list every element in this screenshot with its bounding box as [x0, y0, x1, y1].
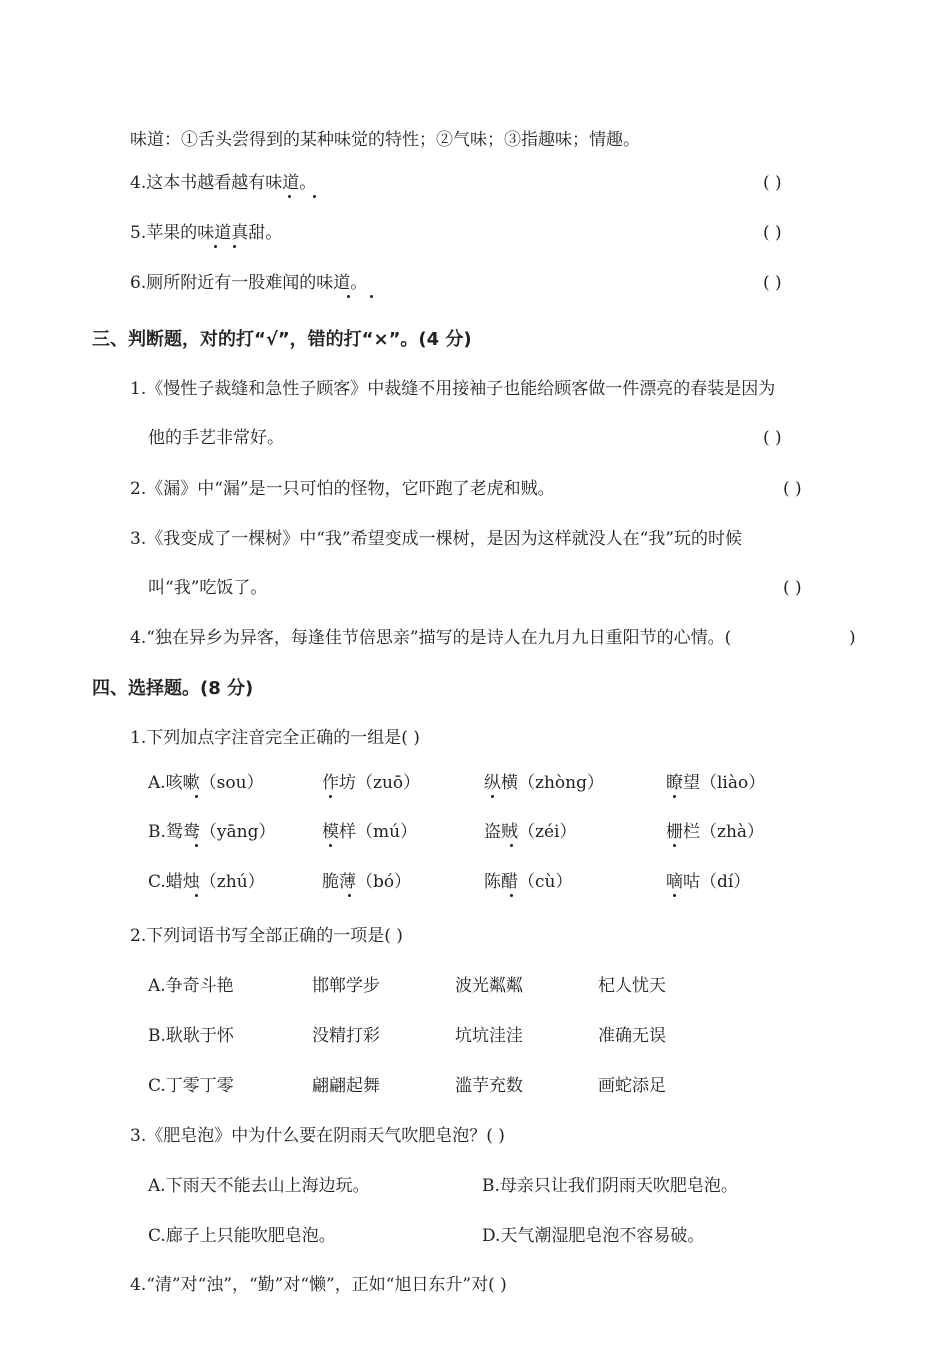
s3-question-4: 4.“独在异乡为异客，每逢佳节倍思亲”描写的是诗人在九月九日重阳节的心情。(	[130, 628, 732, 648]
s4-question-4: 4.“清”对“浊”，“勤”对“懒”，正如“旭日东升”对( )	[130, 1275, 507, 1295]
s4-q1-option: 纵横（zhòng）	[484, 773, 604, 793]
s4-question-1: 1.下列加点字注音完全正确的一组是( )	[130, 728, 420, 748]
s4-q1-option: A.咳嗽（sou）	[148, 773, 264, 793]
s3-question-2: 2.《漏》中“漏”是一只可怕的怪物，它吓跑了老虎和贼。	[130, 479, 555, 499]
emphasis-dot	[510, 894, 513, 897]
s4-q2-option: B.耿耿于怀	[148, 1026, 234, 1046]
answer-close-paren: )	[849, 628, 856, 648]
s4-q2-option: 邯郸学步	[312, 976, 380, 996]
s4-q2-option: 没精打彩	[312, 1026, 380, 1046]
s4-q2-option: 画蛇添足	[598, 1076, 666, 1096]
answer-blank[interactable]: ( )	[763, 428, 782, 448]
s4-q2-option: C.丁零丁零	[148, 1076, 234, 1096]
s4-q1-option: 瞭望（liào）	[666, 773, 766, 793]
s4-question-3: 3.《肥皂泡》中为什么要在阴雨天气吹肥皂泡？( )	[130, 1126, 505, 1146]
emphasis-dot	[195, 795, 198, 798]
answer-blank[interactable]: ( )	[763, 273, 782, 293]
sentence-6: 6.厕所附近有一股难闻的味道。	[130, 273, 368, 293]
emphasis-dot	[329, 844, 332, 847]
emphasis-dot	[510, 844, 513, 847]
s3-question-3: 3.《我变成了一棵树》中“我”希望变成一棵树，是因为这样就没人在“我”玩的时候	[130, 529, 742, 549]
answer-blank[interactable]: ( )	[763, 223, 782, 243]
emphasis-dot	[214, 245, 217, 248]
s4-q3-option: A.下雨天不能去山上海边玩。	[148, 1176, 370, 1196]
s4-q1-option: 嘀咕（dí）	[666, 872, 751, 892]
section-4-title: 四、选择题。(8 分)	[92, 678, 254, 699]
emphasis-dot	[348, 894, 351, 897]
s4-q3-option: D.天气潮湿肥皂泡不容易破。	[482, 1226, 705, 1246]
s3-question-1: 1.《慢性子裁缝和急性子顾客》中裁缝不用接袖子也能给顾客做一件漂亮的春装是因为	[130, 379, 776, 399]
emphasis-dot	[288, 195, 291, 198]
emphasis-dot	[370, 295, 373, 298]
emphasis-dot	[195, 844, 198, 847]
s4-q1-option: 模样（mú）	[322, 822, 418, 842]
s4-question-2: 2.下列词语书写全部正确的一项是( )	[130, 926, 403, 946]
sentence-4: 4.这本书越看越有味道。	[130, 173, 317, 193]
emphasis-dot	[347, 295, 350, 298]
s4-q1-option: B.鸳鸯（yāng）	[148, 822, 276, 842]
s4-q1-option: 陈醋（cù）	[484, 872, 573, 892]
s4-q1-option: 作坊（zuō）	[322, 773, 421, 793]
emphasis-dot	[673, 844, 676, 847]
emphasis-dot	[233, 245, 236, 248]
s4-q2-option: A.争奇斗艳	[148, 976, 234, 996]
s4-q1-option: C.蜡烛（zhú）	[148, 872, 265, 892]
emphasis-dot	[491, 795, 494, 798]
section-3-title: 三、判断题，对的打“√”，错的打“×”。(4 分)	[92, 329, 472, 350]
emphasis-dot	[673, 894, 676, 897]
emphasis-dot	[313, 195, 316, 198]
sentence-5: 5.苹果的味道真甜。	[130, 223, 283, 243]
s4-q2-option: 波光粼粼	[455, 976, 523, 996]
s4-q1-option: 脆薄（bó）	[322, 872, 412, 892]
emphasis-dot	[673, 795, 676, 798]
s4-q3-option: B.母亲只让我们阴雨天吹肥皂泡。	[482, 1176, 738, 1196]
emphasis-dot	[195, 894, 198, 897]
definition-line: 味道：①舌头尝得到的某种味觉的特性；②气味；③指趣味；情趣。	[130, 130, 640, 150]
s4-q1-option: 盗贼（zéi）	[484, 822, 577, 842]
s4-q2-option: 滥芋充数	[455, 1076, 523, 1096]
s4-q2-option: 坑坑洼洼	[455, 1026, 523, 1046]
answer-blank[interactable]: ( )	[763, 173, 782, 193]
s4-q2-option: 翩翩起舞	[312, 1076, 380, 1096]
s3-question-3-cont: 叫“我”吃饭了。	[148, 578, 268, 598]
s4-q2-option: 准确无误	[598, 1026, 666, 1046]
s4-q3-option: C.廊子上只能吹肥皂泡。	[148, 1226, 336, 1246]
answer-blank[interactable]: ( )	[783, 479, 802, 499]
emphasis-dot	[329, 795, 332, 798]
s3-question-1-cont: 他的手艺非常好。	[148, 428, 284, 448]
answer-blank[interactable]: ( )	[783, 578, 802, 598]
s4-q1-option: 栅栏（zhà）	[666, 822, 765, 842]
s4-q2-option: 杞人忧天	[598, 976, 666, 996]
